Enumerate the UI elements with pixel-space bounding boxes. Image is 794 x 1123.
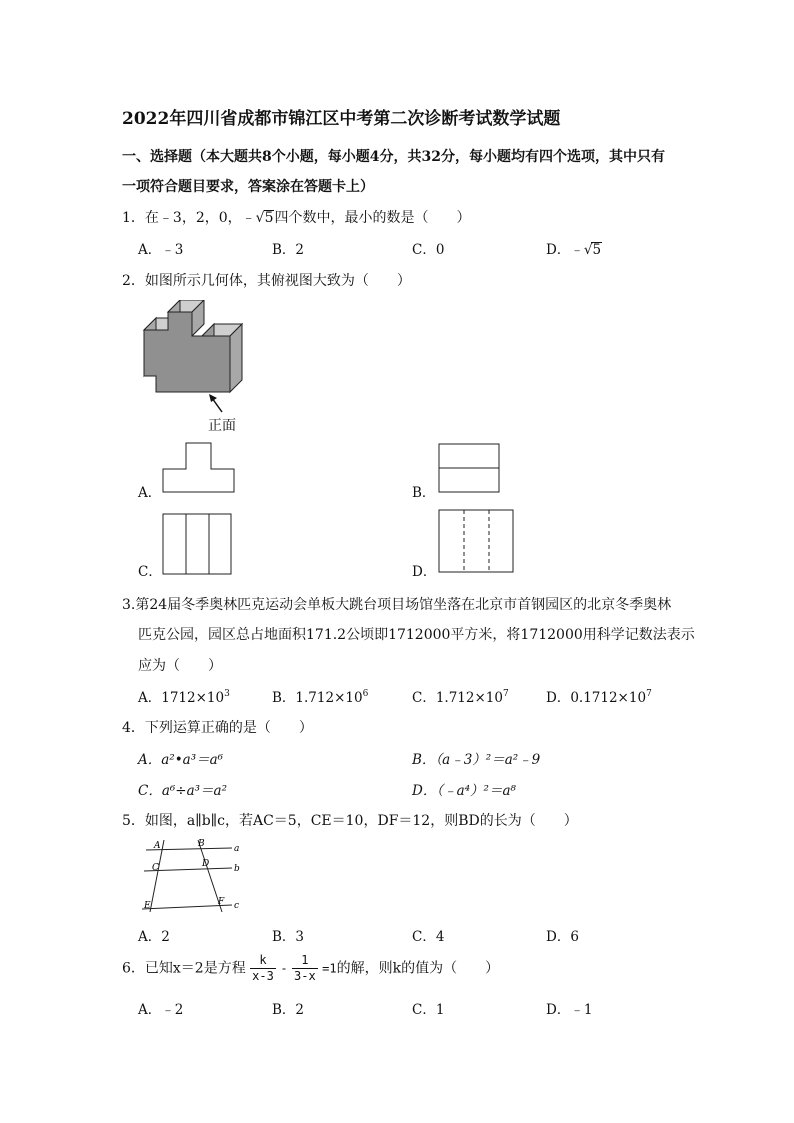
question-4-stem: 4．下列运算正确的是（ ） (122, 720, 313, 736)
label-A: A (154, 841, 161, 851)
fraction-1: $\frac{k}{x-3}$ (252, 953, 274, 983)
q1-option-b[interactable]: B．2 (272, 242, 305, 258)
front-label: 正面 (208, 418, 236, 434)
label-E: E (144, 901, 151, 911)
section-header-line1: 一、选择题（本大题共8个小题，每小题4分，共32分，每小题均有四个选项，其中只有 (122, 149, 665, 165)
label-D: D (202, 859, 210, 869)
q1-option-d[interactable]: D．﹣√5 (546, 242, 602, 258)
question-1-stem: 1．在﹣3，2，0，﹣√5四个数中，最小的数是（ ） (122, 210, 471, 226)
q5-option-d[interactable]: D．6 (546, 929, 579, 945)
question-6-stem: 6．已知x＝2是方程 $\frac{k}{x-3}$ - $\frac{1}{3-x}$ =1的解，则k的值为（ ） (122, 953, 500, 983)
q4-option-d[interactable]: D．（﹣a⁴）²＝a⁸ (412, 783, 516, 799)
label-C: C (152, 863, 159, 873)
q3-option-b[interactable]: B．$1.712\times 10^6$ (272, 689, 369, 706)
q4-option-b[interactable]: B．（a﹣3）²＝a²﹣9 (412, 752, 541, 768)
section-header-line2: 一项符合题目要求，答案涂在答题卡上） (122, 179, 374, 195)
label-b: b (234, 864, 240, 874)
q4-option-c[interactable]: C．a⁶÷a³＝a² (138, 783, 228, 799)
front-arrow-icon (206, 392, 226, 414)
q1-option-a[interactable]: A．﹣3 (138, 242, 184, 258)
q3-option-c[interactable]: C．$1.712\times 10^7$ (412, 689, 509, 706)
q4-option-a[interactable]: A．a²•a³＝a⁶ (138, 752, 224, 768)
q6-option-d[interactable]: D．﹣1 (546, 1002, 593, 1018)
label-c: c (234, 901, 240, 911)
fraction-2: $\frac{1}{3-x}$ (294, 953, 316, 983)
q5-option-a[interactable]: A．2 (138, 929, 170, 945)
q2-option-a-label[interactable]: A． (138, 485, 162, 501)
q1-option-c[interactable]: C．0 (412, 242, 445, 258)
solid-figure (138, 300, 258, 410)
q6-option-c[interactable]: C．1 (412, 1002, 445, 1018)
q6-option-a[interactable]: A．﹣2 (138, 1002, 184, 1018)
q2-option-d-label[interactable]: D． (412, 564, 437, 580)
q3-option-a[interactable]: A．$1712\times 10^3$ (138, 689, 230, 706)
question-3-line3: 应为（ ） (138, 658, 222, 674)
q2-option-b-figure[interactable] (438, 443, 502, 495)
question-3-line1: 3.第24届冬季奥林匹克运动会单板大跳台项目场馆坐落在北京市首钢园区的北京冬季奥林 (122, 597, 672, 613)
label-B: B (198, 839, 205, 849)
q3-option-d[interactable]: D．$0.1712\times 10^7$ (546, 689, 652, 706)
q2-option-d-figure[interactable] (438, 509, 516, 575)
question-5-stem: 5．如图，a∥b∥c，若AC＝5，CE＝10，DF＝12，则BD的长为（ ） (122, 813, 578, 829)
q5-option-b[interactable]: B．3 (272, 929, 305, 945)
q2-option-a-figure[interactable] (162, 442, 236, 494)
q5-option-c[interactable]: C．4 (412, 929, 445, 945)
question-2-stem: 2．如图所示几何体，其俯视图大致为（ ） (122, 273, 411, 289)
label-a: a (234, 844, 240, 854)
question-3-line2: 匹克公园，园区总占地面积171.2公顷即1712000平方米，将1712000用科学记数法表示 (138, 627, 695, 643)
q2-option-c-figure[interactable] (162, 513, 234, 577)
q6-option-b[interactable]: B．2 (272, 1002, 305, 1018)
page-title: 2022年四川省成都市锦江区中考第二次诊断考试数学试题 (122, 109, 561, 129)
label-F: F (218, 897, 225, 907)
q2-option-b-label[interactable]: B． (412, 485, 436, 501)
parallel-lines-figure (140, 838, 240, 914)
q2-option-c-label[interactable]: C． (138, 564, 162, 580)
